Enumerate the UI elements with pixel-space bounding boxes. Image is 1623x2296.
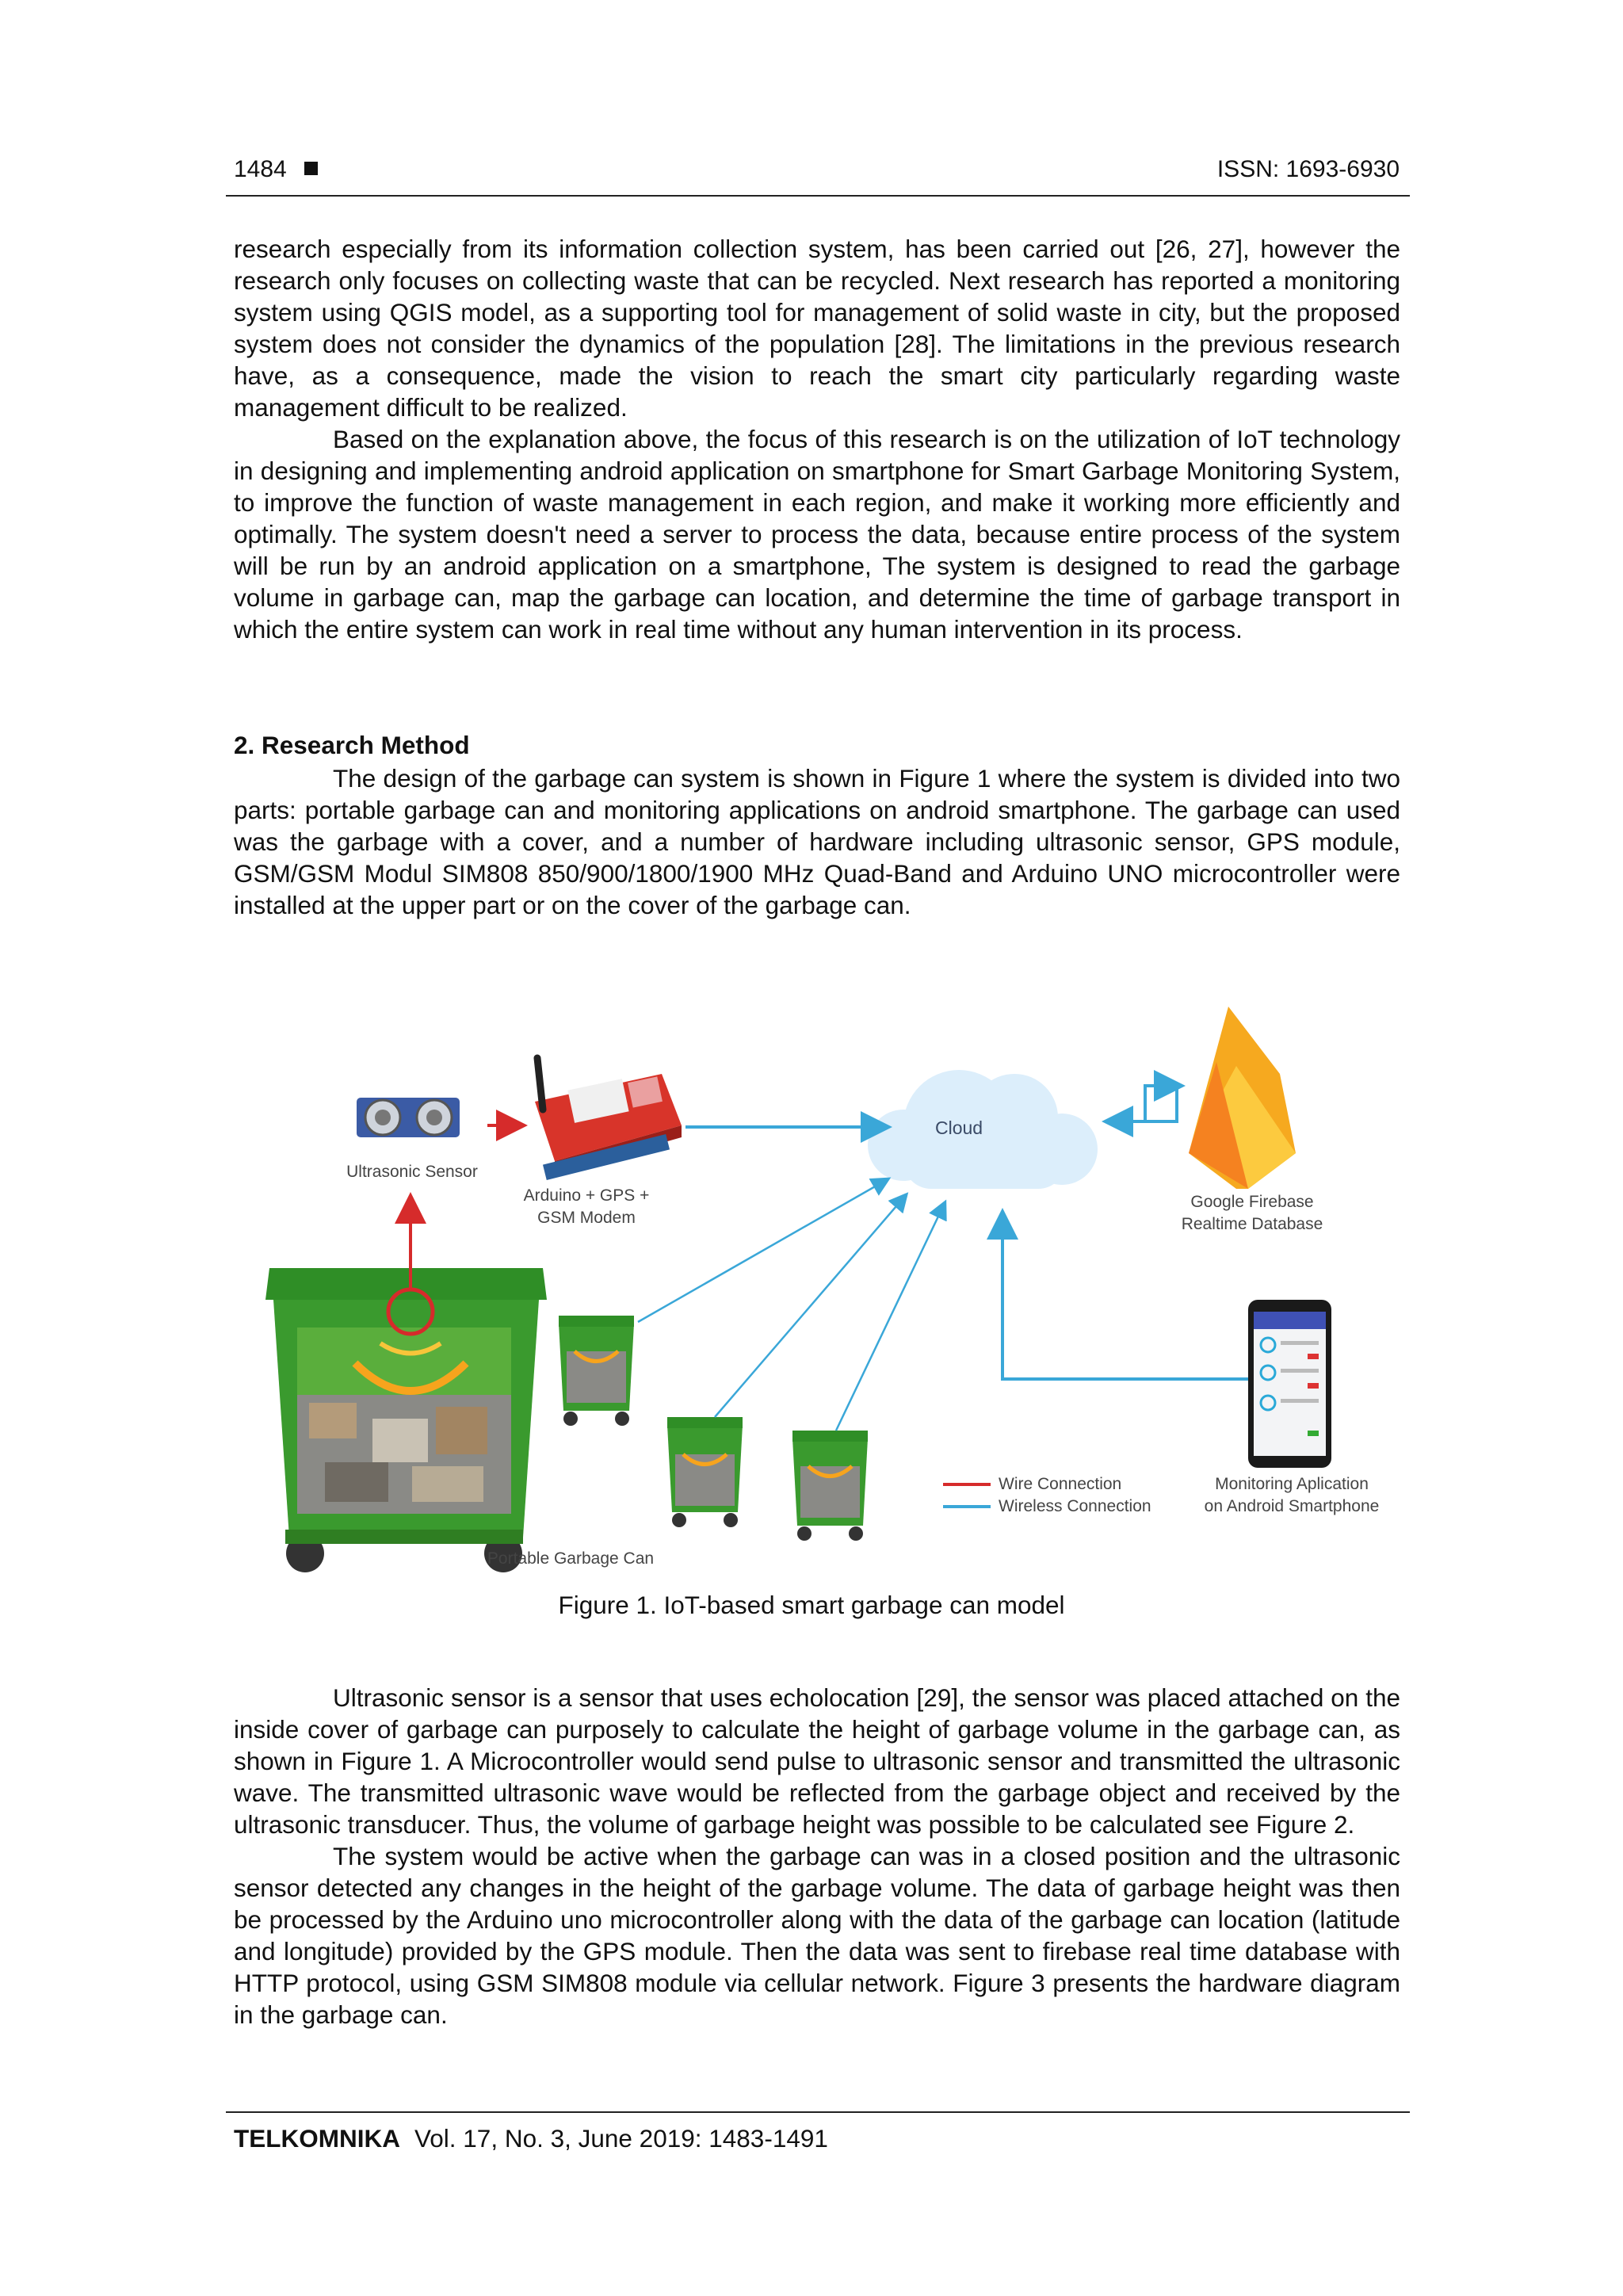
- intro-text: [234, 233, 1400, 645]
- arduino-board-icon: [535, 1058, 682, 1180]
- small-garbage-can-icon: [559, 1316, 634, 1426]
- label-line: Realtime Database: [1181, 1215, 1323, 1233]
- sensor-text: [234, 1682, 1400, 2030]
- paragraph: Based on the explanation above, the focus of this research is on the utilization of IoT technology in designing and implementing android application on smartphone for Smart Garbage Monitoring System, to improve the function of waste management in each region, and make it working more efficiently and optimally. The system doesn't need a server to process the data, because entire process of the system will be run by an android application on a smartphone, The system is designed to read the garbage volume in garbage can, map the garbage can location, and determine the time of garbage transport in which the entire system can work in real time without any human intervention in its process.: [234, 425, 1400, 644]
- figure-caption: Figure 1. IoT-based smart garbage can model: [558, 1591, 1065, 1619]
- figure-1: [254, 991, 1395, 1577]
- label-cloud: Cloud: [935, 1117, 983, 1138]
- method-text: [234, 762, 1400, 921]
- small-garbage-can-icon: [667, 1417, 743, 1527]
- label-wire-connection: Wire Connection: [999, 1475, 1122, 1493]
- header-rule: [226, 195, 1410, 197]
- ultrasonic-sensor-icon: [357, 1098, 460, 1137]
- issn: ISSN: 1693-6930: [1216, 156, 1400, 182]
- paragraph: The design of the garbage can system is shown in Figure 1 where the system is divided into two parts: portable garbage can and monitoring applications on android smartphone. The garbage can used was the garbage with a cover, and a number of hardware including ultrasonic sensor, GPS module, GSM/GSM Modul SIM808 850/900/1800/1900 MHz Quad-Band and Arduino UNO microcontroller were installed at the upper part or on the cover of the garbage can.: [234, 764, 1400, 919]
- smartphone-icon: [1248, 1300, 1331, 1468]
- citation: Vol. 17, No. 3, June 2019: 1483-1491: [414, 2124, 828, 2153]
- firebase-flame-icon: [1189, 1007, 1296, 1189]
- wireless-arrow: [715, 1195, 906, 1417]
- wireless-arrow: [638, 1179, 888, 1322]
- paragraph: Ultrasonic sensor is a sensor that uses echolocation [29], the sensor was placed attached on the inside cover of garbage can purposely to calculate the height of garbage volume in the garbage can, as shown in Figure 1. A Microcontroller would send pulse to ultrasonic sensor and transmitted the ultrasonic wave. The transmitted ultrasonic wave would be reflected from the garbage object and received by the ultrasonic transducer. Thus, the volume of garbage height was possible to be calculated see Figure 2.: [234, 1683, 1400, 1839]
- label-line: Google Firebase: [1190, 1193, 1314, 1211]
- footer: [234, 2124, 828, 2153]
- journal-name: TELKOMNIKA: [234, 2124, 400, 2153]
- label-ultrasonic-sensor: Ultrasonic Sensor: [346, 1163, 478, 1181]
- label-line: Arduino + GPS +: [523, 1186, 650, 1205]
- label-monitoring-app: [1189, 1473, 1395, 1518]
- square-bullet-icon: [304, 162, 318, 175]
- paragraph: research especially from its information collection system, has been carried out [26, 27], however the research only focuses on collecting waste that can be recycled. Next research has reported a monitoring system using QGIS model, as a supporting tool for management of solid waste in city, but the proposed system does not consider the dynamics of the population [28]. The limitations in the previous research have, as a consequence, made the vision to reach the smart city particularly regarding waste management difficult to be realized.: [234, 235, 1400, 422]
- label-arduino: [507, 1185, 666, 1229]
- wireless-arrow: [1145, 1086, 1179, 1121]
- label-line: GSM Modem: [537, 1209, 636, 1227]
- page-number: 1484: [234, 156, 318, 183]
- wireless-arrow: [1108, 1086, 1178, 1121]
- label-firebase: [1157, 1191, 1347, 1236]
- footer-rule: [226, 2111, 1410, 2113]
- label-wireless-connection: Wireless Connection: [999, 1497, 1151, 1515]
- paragraph: The system would be active when the garbage can was in a closed position and the ultrasonic sensor detected any changes in the height of the garbage volume. The data of garbage height was then be processed by the Arduino uno microcontroller along with the data of the garbage can location (latitude and longitude) provided by the GPS module. Then the data was sent to firebase real time database with HTTP protocol, using GSM SIM808 module via cellular network. Figure 3 presents the hardware diagram in the garbage can.: [234, 1842, 1400, 2029]
- label-portable-garbage-can: Portable Garbage Can: [487, 1549, 655, 1568]
- label-line: on Android Smartphone: [1204, 1497, 1380, 1515]
- wireless-arrow: [836, 1203, 945, 1431]
- label-line: Monitoring Aplication: [1215, 1475, 1369, 1493]
- wireless-arrow: [1002, 1214, 1248, 1379]
- small-garbage-can-icon: [792, 1431, 868, 1541]
- big-garbage-can-icon: [265, 1268, 547, 1572]
- section-heading: 2. Research Method: [234, 731, 470, 759]
